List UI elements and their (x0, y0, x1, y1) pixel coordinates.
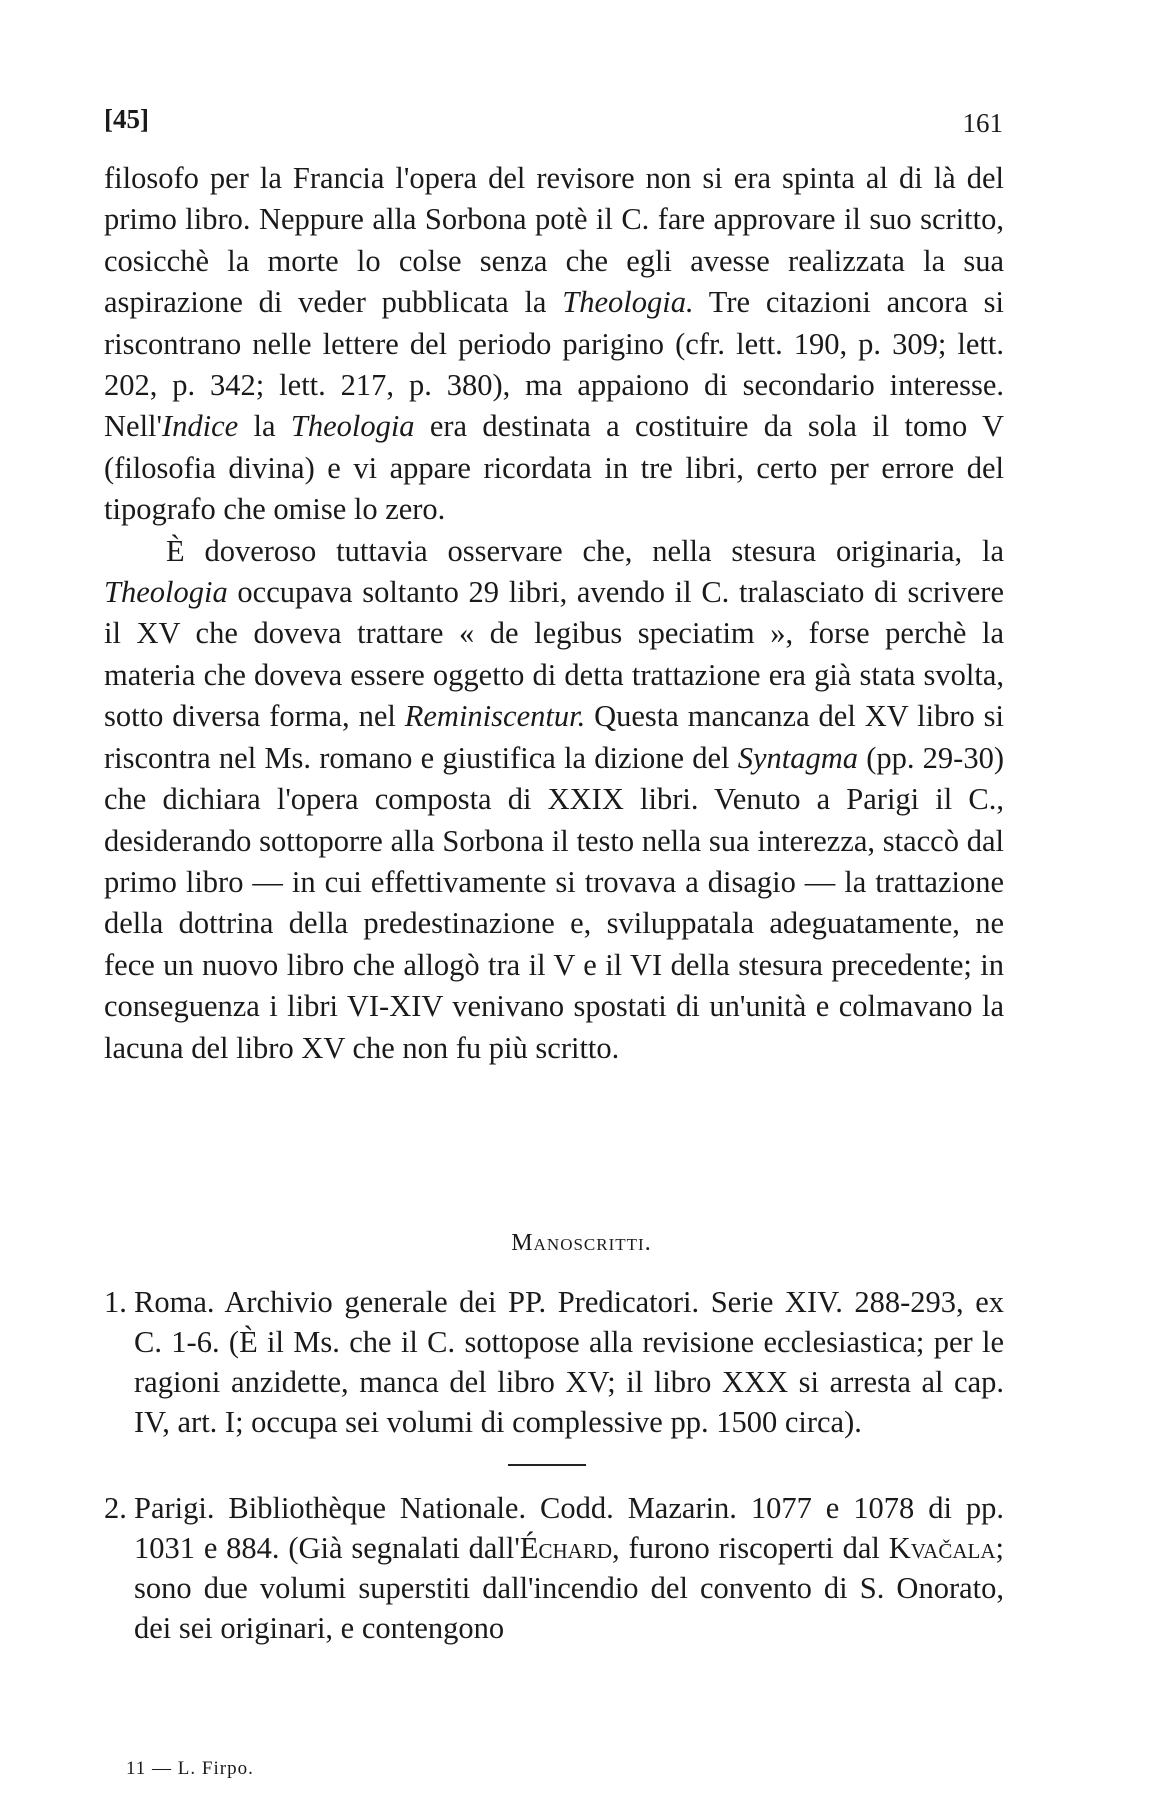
text-run: Tre citazioni ancora si riscontrano nelle lettere del periodo parigino (cfr. lett. 190, p. 309; lett. 202, p. 342; lett. 217, p. 380), ma appaiono di secondario interesse. Nell' (104, 285, 1004, 444)
manuscript-entry (104, 1488, 1004, 1648)
italic-title: Theologia (290, 409, 415, 444)
main-text (104, 158, 1004, 1069)
text-run: , furono riscoperti dal (612, 1531, 889, 1565)
italic-title: Theologia (104, 575, 228, 610)
italic-title: Indice (162, 409, 239, 444)
entry-text: Roma. Archivio generale dei PP. Predicatori. Serie XIV. 288-293, ex C. 1-6. (È il Ms. che il C. sottopose alla revisione ecclesiastica; per le ragioni anzidette, manca del libro XV; il libro XXX si arresta al cap. IV, art. I; occupa sei volumi di complessive pp. 1500 circa). (134, 1285, 1004, 1439)
entry-text (134, 1488, 1004, 1648)
text-run: Questa mancanza del XV libro si riscontra nel Ms. romano e giustifica la dizione del (104, 699, 1004, 775)
author-name: Kvačala (888, 1531, 996, 1565)
text-run: È doveroso tuttavia osservare che, nella stesura originaria, la (166, 533, 1004, 568)
section-heading: Manoscritti. (511, 1230, 652, 1256)
signature-footer: 11 — L. Firpo. (126, 1758, 254, 1779)
text-run: era destinata a costituire da sola il tomo V (filosofia divina) e vi appare ricordata in tre libri, certo per errore del tipografo che omise lo zero. (104, 409, 1004, 527)
text-run: la (238, 409, 291, 444)
paragraph-2 (104, 531, 1004, 1069)
manuscript-entry (104, 1282, 1004, 1442)
section-marker: [45] (104, 104, 149, 134)
text-run: filosofo per la Francia l'opera del revisore non si era spinta al di là del primo libro. Neppure alla Sorbona potè il C. fare approvare il suo scritto, cosicchè la morte lo colse senza che egli avesse realizzata la sua aspirazione di veder pubblicata la (104, 161, 1004, 320)
italic-title: Reminiscentur. (404, 699, 586, 734)
author-name: Échard (519, 1531, 613, 1565)
text-run: ; sono due volumi superstiti dall'incendio del convento di S. Onorato, dei sei originari, e contengono (134, 1531, 1004, 1645)
entry-number: 1. (104, 1285, 127, 1319)
paragraph-1 (104, 158, 1004, 531)
text-run: (pp. 29-30) che dichiara l'opera composta di XXIX libri. Venuto a Parigi il C., desiderando sottoporre alla Sorbona il testo nella sua interezza, staccò dal primo libro — in cui effettivamente si trovava a disagio — la trattazione della dottrina della predestinazione e, sviluppatala adeguatamente, ne fece un nuovo libro che allogò tra il V e il VI della stesura precedente; in conseguenza i libri VI-XIV venivano spostati di un'unità e colmavano la lacuna del libro XV che non fu più scritto. (104, 740, 1004, 1065)
separator-rule (508, 1464, 586, 1466)
page-number: 161 (962, 108, 1003, 138)
italic-title: Theologia. (562, 285, 694, 320)
page-header (104, 104, 1003, 144)
text-run: occupava soltanto 29 libri, avendo il C. tralasciato di scrivere il XV che doveva trattare « de legibus speciatim », forse perchè la materia che doveva essere oggetto di detta trattazione era già stata svolta, sotto diversa forma, nel (104, 575, 1004, 734)
manuscript-list (104, 1282, 1004, 1648)
text-run: Parigi. Bibliothèque Nationale. Codd. Mazarin. 1077 e 1078 di pp. 1031 e 884. (Già segnalati dall' (134, 1491, 1004, 1565)
entry-number: 2. (104, 1491, 127, 1525)
italic-title: Syntagma (737, 740, 858, 775)
